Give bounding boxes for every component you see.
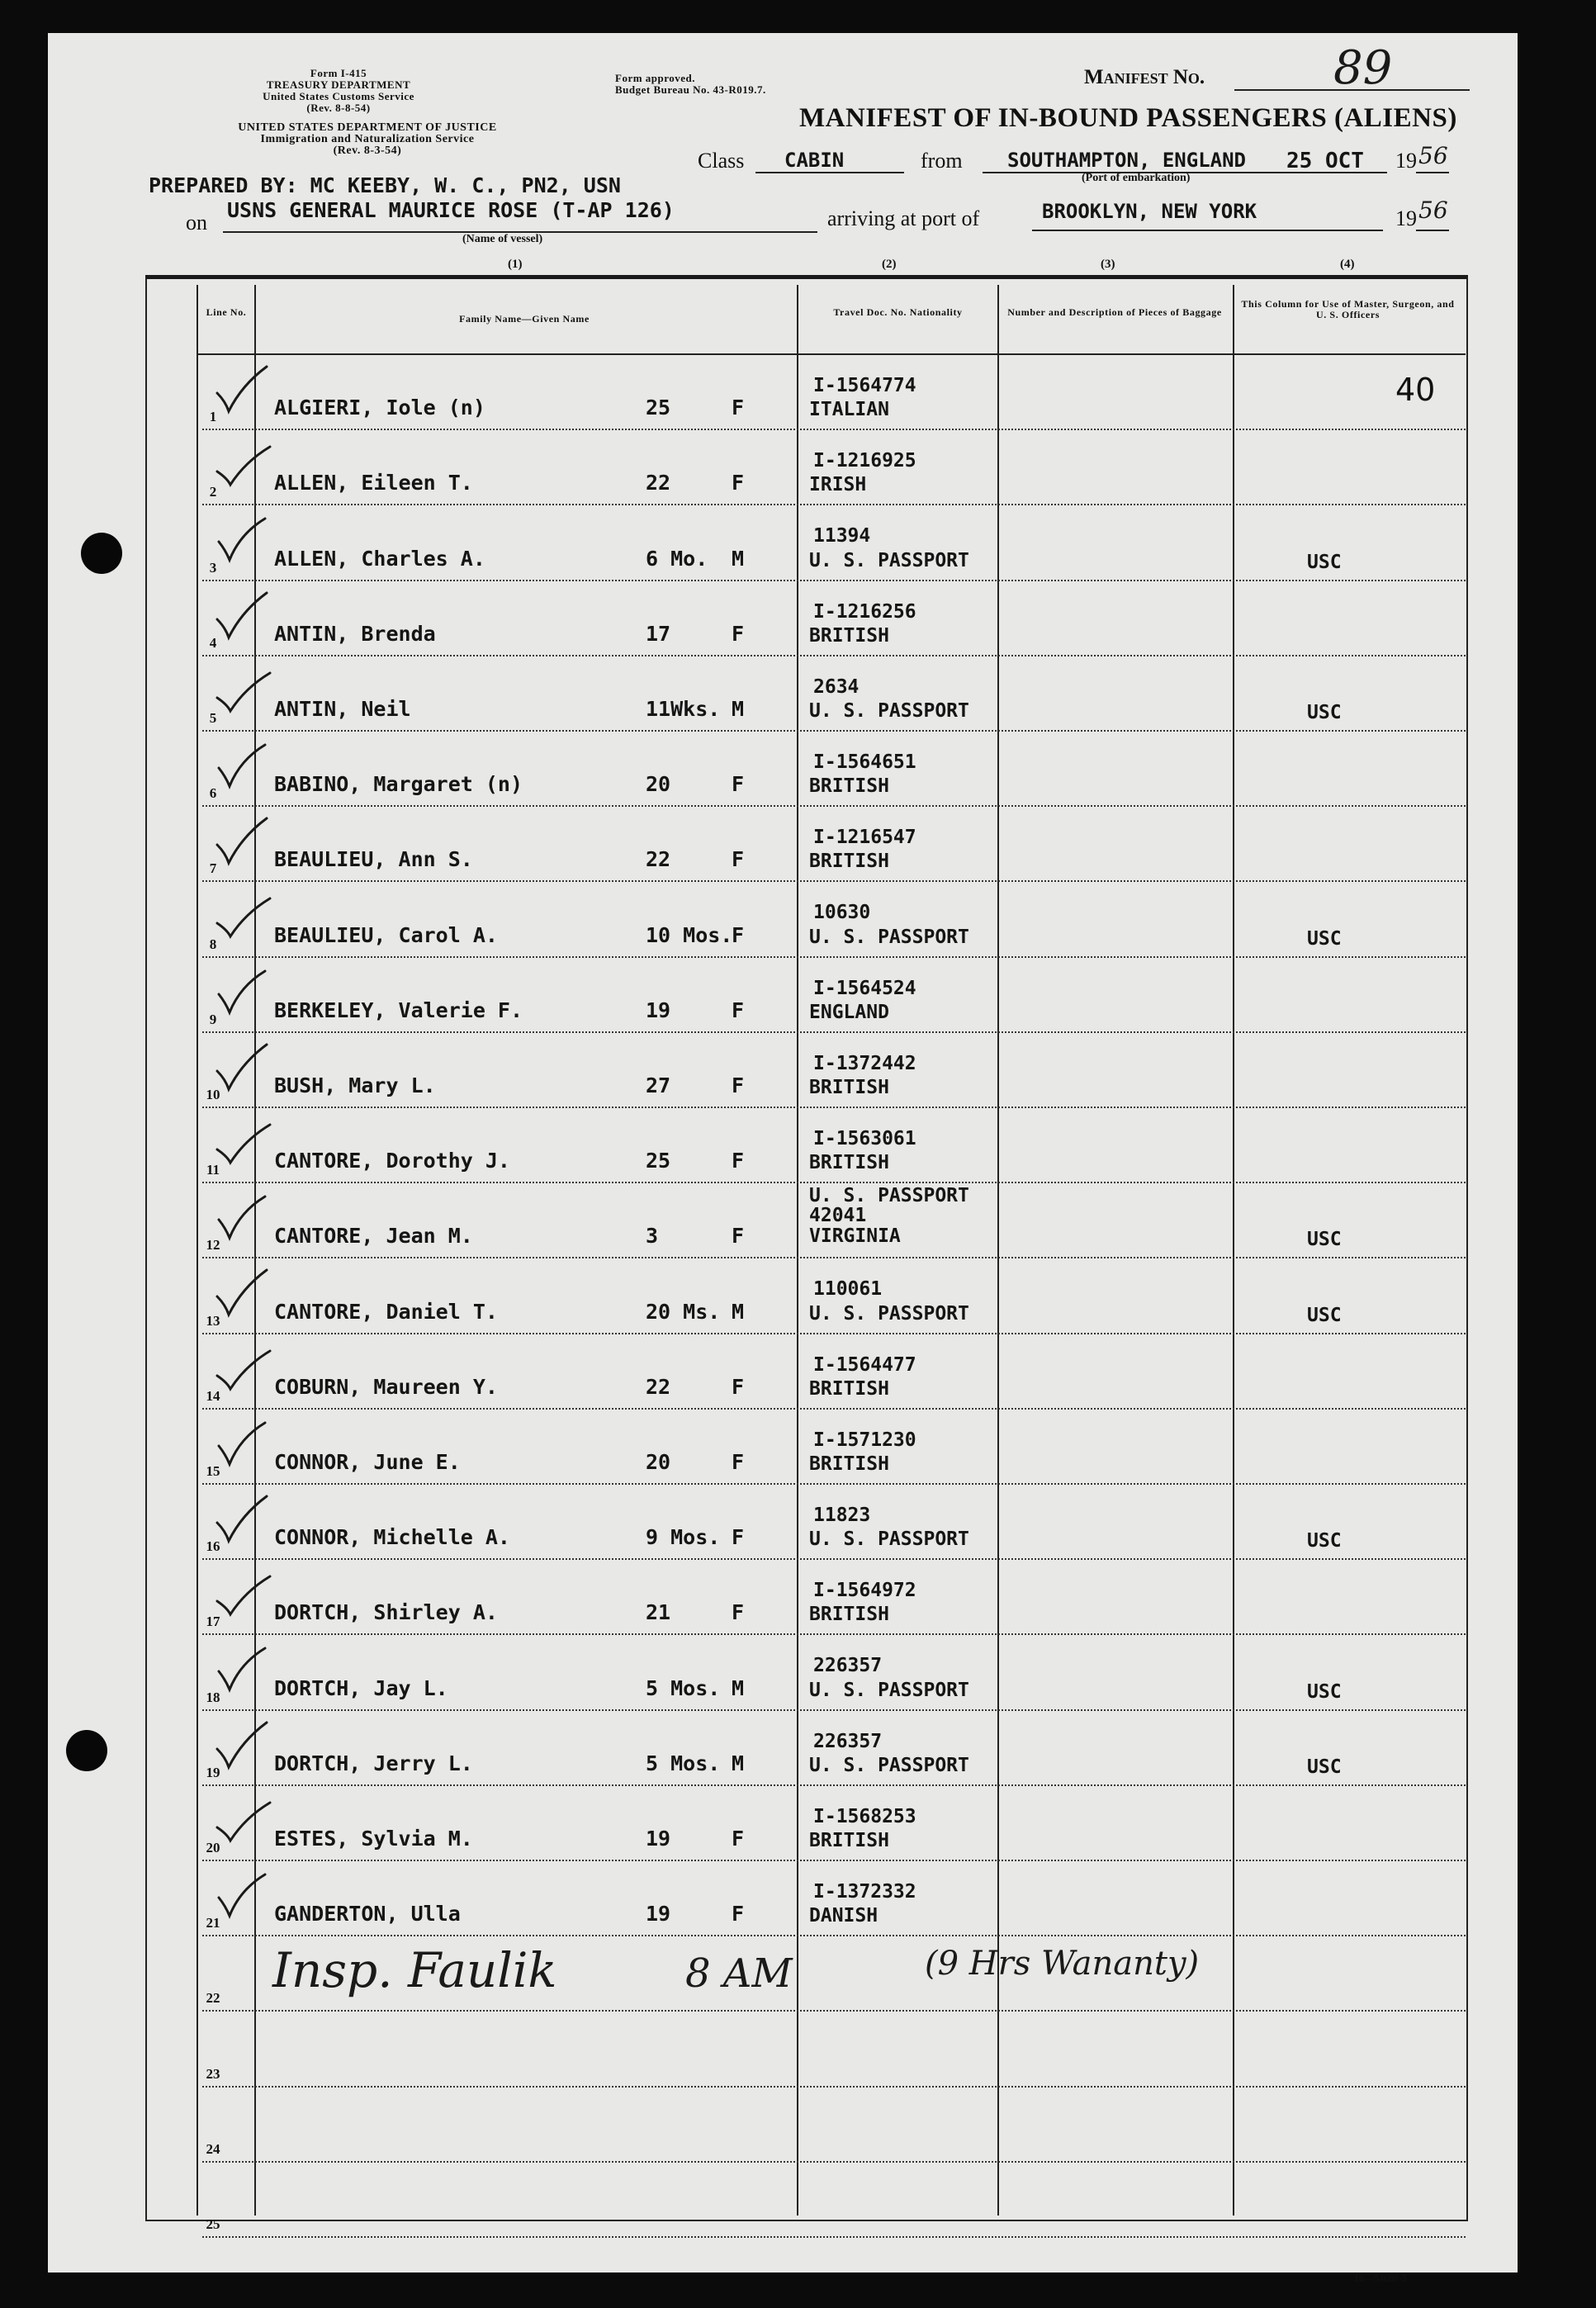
- row-divider: [202, 1483, 1466, 1485]
- checkmark-icon: [213, 1793, 279, 1851]
- col-number-1: (1): [508, 258, 523, 271]
- checkmark-icon: [213, 1491, 279, 1549]
- class-line: [755, 172, 904, 173]
- page-title: MANIFEST OF IN-BOUND PASSENGERS (ALIENS): [799, 103, 1457, 133]
- passenger-sex: M: [732, 1299, 745, 1324]
- passenger-name: BUSH, Mary L.: [274, 1073, 436, 1097]
- passenger-sex: F: [732, 1149, 745, 1173]
- row-divider: [202, 2161, 1466, 2163]
- checkmark-icon: [213, 738, 279, 796]
- line-number: 18: [206, 1689, 220, 1705]
- passenger-name: DORTCH, Jerry L.: [274, 1751, 473, 1775]
- row-divider: [202, 1935, 1466, 1936]
- passenger-name: ANTIN, Neil: [274, 697, 411, 721]
- checkmark-icon: [213, 1265, 279, 1323]
- passenger-sex: M: [732, 1675, 745, 1700]
- row-divider: [202, 1558, 1466, 1560]
- line-number: 7: [209, 860, 217, 877]
- row-divider: [202, 730, 1466, 732]
- passenger-name: DORTCH, Jay L.: [274, 1675, 448, 1700]
- line-number: 23: [206, 2065, 220, 2082]
- officer-use-mark: USC: [1307, 702, 1342, 723]
- passenger-sex: F: [732, 772, 745, 797]
- passenger-name: BERKELEY, Valerie F.: [274, 998, 523, 1022]
- passenger-age: 25: [646, 396, 671, 420]
- line-number: 4: [209, 634, 217, 651]
- passenger-sex: F: [732, 1525, 745, 1550]
- col-number-4: (4): [1340, 258, 1355, 271]
- row-divider: [202, 1784, 1466, 1786]
- nationality: U. S. PASSPORT: [809, 1302, 969, 1325]
- line-number: 16: [206, 1538, 220, 1555]
- form-service: United States Customs Service: [263, 90, 414, 102]
- nationality: U. S. PASSPORT: [809, 700, 969, 722]
- footer-code: 16—54680-5: [1354, 2272, 1407, 2284]
- handwritten-note: (9 Hrs Wananty): [925, 1945, 1200, 1983]
- passenger-sex: F: [732, 998, 745, 1022]
- officer-use-mark: USC: [1307, 1304, 1342, 1326]
- passenger-age: 20: [646, 772, 671, 797]
- line-number: 2: [209, 484, 217, 500]
- vessel-caption: (Name of vessel): [462, 233, 543, 245]
- checkmark-icon: [213, 1040, 279, 1097]
- nationality: BRITISH: [809, 624, 889, 647]
- passenger-age: 22: [646, 471, 671, 495]
- travel-doc-number: I-1568253: [813, 1805, 916, 1827]
- checkmark-icon: [213, 813, 279, 871]
- passenger-sex: M: [732, 546, 745, 571]
- passenger-sex: F: [732, 1450, 745, 1474]
- checkmark-icon: [213, 964, 279, 1022]
- row-divider: [202, 2236, 1466, 2238]
- nationality: U. S. PASSPORT: [809, 1528, 969, 1551]
- line-number: 9: [209, 1011, 217, 1027]
- travel-doc-number: I-1216925: [813, 450, 916, 472]
- passenger-name: GANDERTON, Ulla: [274, 1902, 461, 1926]
- checkmark-icon: [213, 1416, 279, 1474]
- row-divider: [202, 655, 1466, 656]
- passenger-age: 27: [646, 1073, 671, 1097]
- line-number: 6: [209, 785, 217, 802]
- arrival-port: BROOKLYN, NEW YORK: [1042, 200, 1257, 223]
- passenger-sex: F: [732, 396, 745, 420]
- passenger-age: 5 Mos.: [646, 1675, 721, 1700]
- dept-service: Immigration and Naturalization Service: [260, 133, 475, 145]
- passenger-name: ALLEN, Eileen T.: [274, 471, 473, 495]
- passenger-sex: F: [732, 1600, 745, 1625]
- checkmark-icon: [213, 663, 279, 721]
- approval-line: Form approved.: [615, 72, 696, 84]
- travel-doc-number: 11394: [813, 525, 871, 547]
- passenger-count-note: 40: [1395, 372, 1436, 408]
- row-divider: [202, 1257, 1466, 1258]
- nationality: VIRGINIA: [809, 1225, 901, 1248]
- passenger-age: 20 Ms.: [646, 1299, 721, 1324]
- passenger-name: DORTCH, Shirley A.: [274, 1600, 498, 1625]
- passenger-name: BEAULIEU, Carol A.: [274, 922, 498, 947]
- line-number: 11: [206, 1162, 220, 1178]
- class-value: CABIN: [784, 149, 845, 172]
- row-divider: [202, 1333, 1466, 1334]
- col-divider-3: [797, 285, 798, 2216]
- passenger-sex: F: [732, 922, 745, 947]
- col-header-line-no: Line No.: [206, 306, 247, 318]
- passenger-age: 11Wks.: [646, 697, 721, 721]
- passenger-sex: F: [732, 847, 745, 872]
- passenger-name: CONNOR, June E.: [274, 1450, 461, 1474]
- row-divider: [202, 1107, 1466, 1108]
- col-header-officers: This Column for Use of Master, Surgeon, and U. S. Officers: [1241, 298, 1455, 320]
- col-header-name: Family Name—Given Name: [459, 313, 590, 325]
- class-label: Class: [698, 149, 745, 173]
- dept-title: UNITED STATES DEPARTMENT OF JUSTICE: [238, 121, 497, 134]
- passenger-age: 17: [646, 621, 671, 646]
- form-dept: TREASURY DEPARTMENT: [266, 78, 411, 91]
- row-divider: [202, 805, 1466, 807]
- line-number: 17: [206, 1614, 220, 1630]
- travel-doc-number: I-1564477: [813, 1353, 916, 1376]
- form-rev: (Rev. 8-8-54): [306, 102, 371, 114]
- manifest-no-label: Manifest No.: [1084, 66, 1205, 88]
- passenger-name: BABINO, Margaret (n): [274, 772, 523, 797]
- passenger-name: CANTORE, Dorothy J.: [274, 1149, 510, 1173]
- inspection-time: 8 AM: [685, 1950, 793, 1997]
- passenger-sex: F: [732, 1902, 745, 1926]
- row-divider: [202, 1408, 1466, 1410]
- row-divider: [202, 956, 1466, 958]
- passenger-sex: M: [732, 697, 745, 721]
- inspector-signature: Insp. Faulik: [272, 1942, 557, 1998]
- nationality: ITALIAN: [809, 399, 889, 421]
- row-divider: [202, 1031, 1466, 1033]
- col-number-2: (2): [882, 258, 897, 271]
- checkmark-icon: [213, 1642, 279, 1699]
- passenger-age: 22: [646, 847, 671, 872]
- travel-doc-number: U. S. PASSPORT: [809, 1185, 969, 1207]
- nationality: BRITISH: [809, 1453, 889, 1475]
- passenger-age: 3: [646, 1224, 659, 1249]
- nationality: DANISH: [809, 1905, 879, 1927]
- passenger-name: CANTORE, Jean M.: [274, 1224, 473, 1249]
- embark-caption: (Port of embarkation): [1082, 172, 1191, 184]
- travel-doc-number: I-1564524: [813, 977, 916, 999]
- passenger-age: 6 Mo.: [646, 546, 708, 571]
- checkmark-icon: [213, 889, 279, 946]
- officer-use-mark: USC: [1307, 551, 1342, 573]
- line-number: 14: [206, 1387, 220, 1404]
- line-number: 22: [206, 1990, 220, 2007]
- travel-doc-number: 226357: [813, 1730, 883, 1752]
- passenger-name: ALGIERI, Iole (n): [274, 396, 485, 420]
- passenger-sex: F: [732, 1827, 745, 1851]
- header-rule: [197, 353, 1466, 355]
- line-number: 10: [206, 1087, 220, 1102]
- arrival-year: 56: [1418, 197, 1448, 224]
- passenger-age: 19: [646, 1827, 671, 1851]
- arriving-label: arriving at port of: [827, 206, 980, 230]
- manifest-no-value: 89: [1333, 41, 1393, 95]
- budget-line: Budget Bureau No. 43-R019.7.: [615, 83, 766, 96]
- nationality: BRITISH: [809, 1377, 889, 1400]
- passenger-name: CONNOR, Michelle A.: [274, 1525, 510, 1550]
- passenger-age: 19: [646, 1902, 671, 1926]
- passenger-sex: M: [732, 1751, 745, 1775]
- on-label: on: [186, 211, 207, 235]
- travel-doc-number: 11823: [813, 1505, 871, 1526]
- line-number: 1: [209, 409, 217, 425]
- passenger-age: 20: [646, 1450, 671, 1474]
- line-number: 13: [206, 1312, 220, 1329]
- checkmark-icon: [213, 1115, 279, 1173]
- checkmark-icon: [213, 1868, 279, 1926]
- row-divider: [202, 429, 1466, 430]
- punch-hole-top: [81, 533, 122, 574]
- passenger-age: 21: [646, 1600, 671, 1625]
- passenger-age: 25: [646, 1149, 671, 1173]
- travel-doc-number: I-1571230: [813, 1429, 916, 1451]
- checkmark-icon: [213, 1190, 279, 1248]
- col-number-3: (3): [1101, 258, 1115, 271]
- passenger-name: ESTES, Sylvia M.: [274, 1827, 473, 1851]
- nationality: U. S. PASSPORT: [809, 549, 969, 571]
- prepared-by: PREPARED BY: MC KEEBY, W. C., PN2, USN: [149, 173, 621, 197]
- officer-use-mark: USC: [1307, 927, 1342, 950]
- passenger-name: CANTORE, Daniel T.: [274, 1299, 498, 1324]
- line-number: 8: [209, 936, 217, 952]
- travel-doc-number: I-1564651: [813, 751, 916, 773]
- row-divider: [202, 580, 1466, 581]
- col-divider-4: [997, 285, 999, 2216]
- col-header-travel-doc: Travel Doc. No. Nationality: [833, 306, 963, 318]
- form-block: [248, 68, 429, 114]
- col-header-baggage: Number and Description of Pieces of Baggage: [1007, 306, 1222, 318]
- passenger-age: 5 Mos.: [646, 1751, 721, 1775]
- row-divider: [202, 504, 1466, 505]
- passenger-name: BEAULIEU, Ann S.: [274, 847, 473, 872]
- nationality: U. S. PASSPORT: [809, 1679, 969, 1701]
- officer-use-mark: USC: [1307, 1756, 1342, 1778]
- row-divider: [202, 1182, 1466, 1183]
- nationality: BRITISH: [809, 1077, 889, 1098]
- travel-doc-number: I-1372332: [813, 1881, 916, 1903]
- nationality: U. S. PASSPORT: [809, 1754, 969, 1776]
- travel-doc-number: 2634: [813, 675, 860, 698]
- travel-doc-number: I-1564972: [813, 1580, 916, 1602]
- line-number: 24: [206, 2140, 220, 2157]
- passenger-sex: F: [732, 471, 745, 495]
- officer-use-mark: USC: [1307, 1229, 1342, 1251]
- passenger-age: 22: [646, 1374, 671, 1399]
- passenger-age: 9 Mos.: [646, 1525, 721, 1550]
- embark-year: 56: [1418, 142, 1448, 169]
- travel-doc-number: 10630: [813, 902, 871, 924]
- travel-doc-number: I-1216547: [813, 827, 916, 849]
- row-divider: [202, 880, 1466, 882]
- passenger-sex: F: [732, 1374, 745, 1399]
- travel-doc-number: I-1563061: [813, 1128, 916, 1149]
- travel-doc-number: I-1216256: [813, 600, 916, 623]
- dept-block: [186, 122, 549, 157]
- nationality: ENGLAND: [809, 1001, 889, 1023]
- passenger-name: ANTIN, Brenda: [274, 621, 436, 646]
- line-number: 5: [209, 710, 217, 726]
- checkmark-icon: [213, 1341, 279, 1399]
- line-number: 20: [206, 1840, 220, 1855]
- arrival-year-prefix: 19: [1395, 206, 1417, 230]
- checkmark-icon: [213, 1718, 279, 1775]
- line-number: 15: [206, 1463, 220, 1479]
- nationality: IRISH: [809, 474, 867, 496]
- passenger-sex: F: [732, 621, 745, 646]
- travel-doc-number: I-1372442: [813, 1052, 916, 1074]
- row-divider: [202, 1633, 1466, 1635]
- travel-doc-number: I-1564774: [813, 375, 916, 396]
- travel-doc-number: 110061: [813, 1278, 883, 1301]
- checkmark-icon: [213, 437, 279, 495]
- vessel-name: USNS GENERAL MAURICE ROSE (T-AP 126): [227, 198, 675, 222]
- line-number: 21: [206, 1915, 220, 1931]
- passenger-name: ALLEN, Charles A.: [274, 546, 485, 571]
- embark-year-prefix: 19: [1395, 149, 1417, 173]
- col-divider-5: [1233, 285, 1234, 2216]
- officer-use-mark: USC: [1307, 1530, 1342, 1552]
- nationality: BRITISH: [809, 1152, 889, 1174]
- passenger-name: COBURN, Maureen Y.: [274, 1374, 498, 1399]
- form-number: Form I-415: [310, 67, 367, 79]
- line-number: 19: [206, 1764, 220, 1780]
- checkmark-icon: [213, 362, 279, 419]
- passenger-age: 10 Mos.: [646, 922, 733, 947]
- passenger-sex: F: [732, 1073, 745, 1097]
- row-divider: [202, 1860, 1466, 1861]
- nationality: BRITISH: [809, 775, 889, 798]
- nationality: BRITISH: [809, 851, 889, 873]
- row-divider: [202, 2010, 1466, 2012]
- col-divider-2: [254, 285, 256, 2216]
- checkmark-icon: [213, 1566, 279, 1624]
- nationality: BRITISH: [809, 1830, 889, 1851]
- passenger-sex: F: [732, 1224, 745, 1249]
- checkmark-icon: [213, 588, 279, 646]
- from-label: from: [921, 149, 963, 173]
- nationality: U. S. PASSPORT: [809, 926, 969, 948]
- embark-date: 25 OCT: [1286, 149, 1364, 173]
- travel-doc-number: 226357: [813, 1655, 883, 1677]
- punch-hole-bottom: [66, 1730, 107, 1771]
- dept-rev: (Rev. 8-3-54): [333, 145, 402, 157]
- passenger-age: 19: [646, 998, 671, 1022]
- row-divider: [202, 1709, 1466, 1711]
- checkmark-icon: [213, 512, 279, 570]
- line-number: 12: [206, 1237, 220, 1254]
- from-value: SOUTHAMPTON, ENGLAND: [1007, 149, 1246, 172]
- arrival-line: [1032, 230, 1383, 231]
- line-number: 3: [209, 559, 217, 576]
- travel-doc-number-2: 42041: [809, 1205, 867, 1227]
- row-divider: [202, 2086, 1466, 2088]
- line-number: 25: [206, 2216, 220, 2232]
- officer-use-mark: USC: [1307, 1680, 1342, 1703]
- approval-block: [615, 73, 766, 96]
- arrival-year-line: [1416, 230, 1449, 231]
- nationality: BRITISH: [809, 1604, 889, 1626]
- embark-year-line: [1416, 172, 1449, 173]
